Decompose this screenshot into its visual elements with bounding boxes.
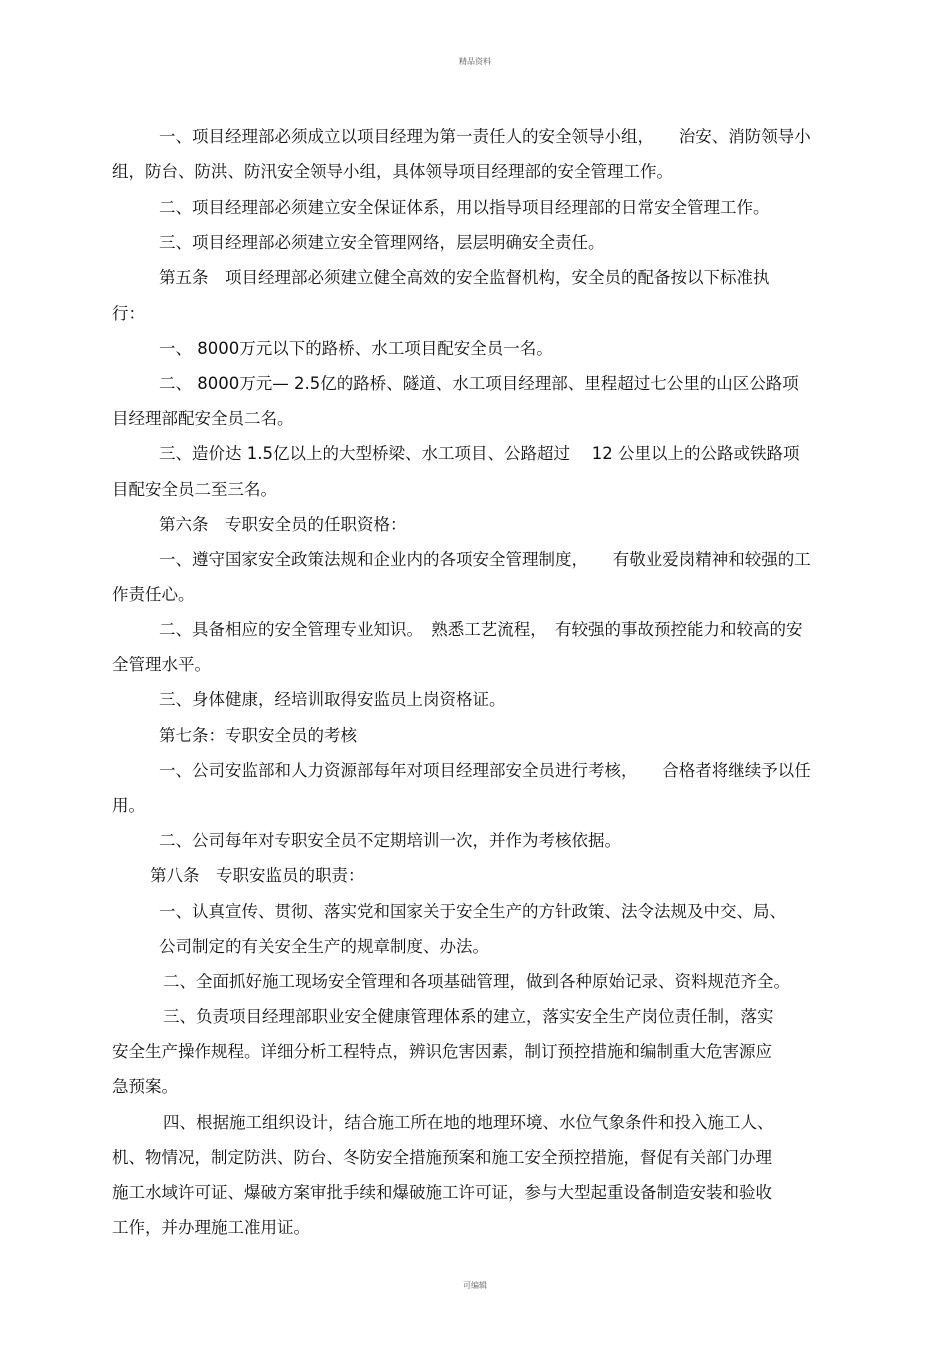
text-line: 安全生产操作规程。详细分析工程特点，辨识危害因素，制订预控措施和编制重大危害源应 bbox=[112, 1042, 772, 1061]
text-line: 三、负责项目经理部职业安全健康管理体系的建立，落实安全生产岗位责任制，落实 bbox=[163, 1007, 774, 1026]
text-line: 二、全面抓好施工现场安全管理和各项基础管理，做到各种原始记录、资料规范齐全。 bbox=[163, 972, 790, 991]
text-line: 公司制定的有关安全生产的规章制度、办法。 bbox=[159, 937, 489, 956]
text-line: 二、公司每年对专职安全员不定期培训一次，并作为考核依据。 bbox=[159, 831, 621, 850]
text-line: 二、 8000万元— 2.5亿的路桥、隧道、水工项目经理部、里程超过七公里的山区公路项 bbox=[159, 374, 799, 393]
text-line: 全管理水平。 bbox=[112, 655, 211, 674]
text-line: 一、 8000万元以下的路桥、水工项目配安全员一名。 bbox=[159, 339, 553, 358]
text-line: 三、身体健康，经培训取得安监员上岗资格证。 bbox=[159, 690, 506, 709]
text-line: 行： bbox=[112, 304, 145, 323]
text-line: 机、物情况，制定防洪、防台、冬防安全措施预案和施工安全预控措施，督促有关部门办理 bbox=[112, 1148, 772, 1167]
text-line: 第五条 项目经理部必须建立健全高效的安全监督机构，安全员的配备按以下标准执 bbox=[159, 268, 770, 287]
text-line: 三、项目经理部必须建立安全管理网络，层层明确安全责任。 bbox=[159, 233, 605, 252]
text-line: 组，防台、防洪、防汛安全领导小组，具体领导项目经理部的安全管理工作。 bbox=[112, 162, 673, 181]
page-footer: 可编辑 bbox=[463, 1281, 487, 1290]
text-line: 二、具备相应的安全管理专业知识。 熟悉工艺流程， 有较强的事故预控能力和较高的安 bbox=[159, 620, 803, 639]
text-line: 第六条 专职安全员的任职资格： bbox=[159, 515, 407, 534]
text-line: 施工水域许可证、爆破方案审批手续和爆破施工许可证，参与大型起重设备制造安装和验收 bbox=[112, 1183, 772, 1202]
text-line: 一、项目经理部必须成立以项目经理为第一责任人的安全领导小组， 治安、消防领导小 bbox=[159, 127, 811, 146]
text-line: 目经理部配安全员二名。 bbox=[112, 409, 294, 428]
text-line: 用。 bbox=[112, 796, 145, 815]
text-line: 二、项目经理部必须建立安全保证体系，用以指导项目经理部的日常安全管理工作。 bbox=[159, 198, 770, 217]
text-line: 第七条：专职安全员的考核 bbox=[159, 726, 357, 745]
text-line: 目配安全员二至三名。 bbox=[112, 480, 277, 499]
text-line: 一、公司安监部和人力资源部每年对项目经理部安全员进行考核， 合格者将继续予以任 bbox=[159, 761, 811, 780]
text-line: 作责任心。 bbox=[112, 585, 195, 604]
text-line: 第八条 专职安监员的职责： bbox=[150, 866, 365, 885]
text-line: 三、造价达 1.5亿以上的大型桥梁、水工项目、公路超过 12 公里以上的公路或铁路项 bbox=[159, 444, 800, 463]
text-line: 一、认真宣传、贯彻、落实党和国家关于安全生产的方针政策、法令法规及中交、局、 bbox=[159, 902, 786, 921]
text-line: 四、根据施工组织设计，结合施工所在地的地理环境、水位气象条件和投入施工人、 bbox=[163, 1113, 774, 1132]
text-line: 急预案。 bbox=[112, 1077, 178, 1096]
text-line: 工作，并办理施工准用证。 bbox=[112, 1218, 310, 1237]
page-header: 精品资料 bbox=[459, 57, 491, 66]
text-line: 一、遵守国家安全政策法规和企业内的各项安全管理制度， 有敬业爱岗精神和较强的工 bbox=[159, 550, 811, 569]
